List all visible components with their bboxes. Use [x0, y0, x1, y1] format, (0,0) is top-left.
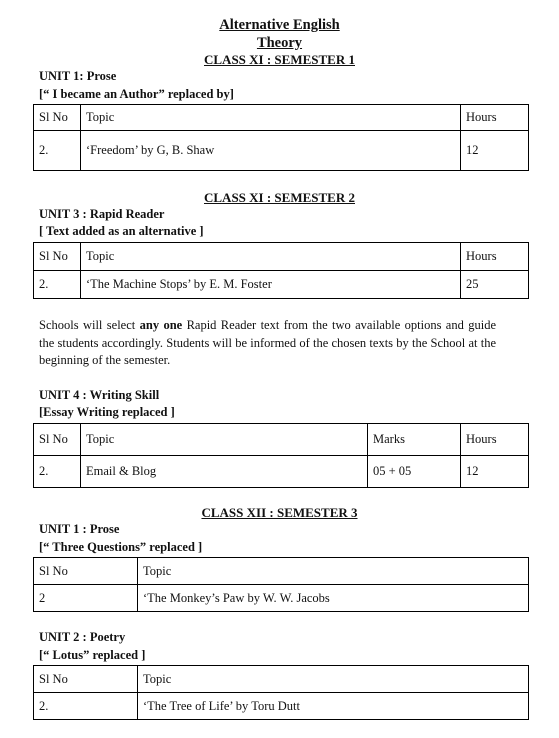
header-slno: Sl No [34, 558, 138, 585]
cell-slno: 2. [34, 131, 81, 171]
cell-topic: ‘Freedom’ by G, B. Shaw [81, 131, 461, 171]
sem3-unit2-note: [“ Lotus” replaced ] [39, 648, 146, 662]
header-topic: Topic [81, 243, 461, 271]
semester-3-heading: CLASS XII : SEMESTER 3 [201, 505, 358, 520]
note-text-after: Rapid Reader text from the two available options and guide the students accordingly. Students will be informed of the chosen texts by the School at the beginning of the semester. [39, 318, 496, 367]
header-hours: Hours [461, 424, 529, 456]
table-header-row [34, 105, 529, 131]
table-row [34, 585, 529, 612]
sem2-topic-table [33, 242, 529, 299]
table-header-row [34, 243, 529, 271]
header-hours: Hours [461, 105, 529, 131]
cell-topic: ‘The Monkey’s Paw by W. W. Jacobs [138, 585, 529, 612]
sem1-unit-note: [“ I became an Author” replaced by] [39, 87, 234, 101]
sem1-unit-label: UNIT 1: Prose [39, 69, 117, 83]
table-row [34, 693, 529, 720]
header-slno: Sl No [34, 105, 81, 131]
cell-marks: 05 + 05 [368, 456, 461, 488]
header-hours: Hours [461, 243, 529, 271]
sem3-unit1-note: [“ Three Questions” replaced ] [39, 540, 203, 554]
header-slno: Sl No [34, 424, 81, 456]
cell-hours: 12 [461, 131, 529, 171]
header-slno: Sl No [34, 666, 138, 693]
table-row [34, 271, 529, 299]
cell-topic: ‘The Tree of Life’ by Toru Dutt [138, 693, 529, 720]
semester-1-heading: CLASS XI : SEMESTER 1 [204, 52, 355, 67]
document-title: Alternative English [219, 17, 340, 33]
note-text-bold: any one [139, 318, 183, 332]
note-text-before: Schools will select [39, 318, 140, 332]
table-header-row [34, 558, 529, 585]
sem3-unit2-label: UNIT 2 : Poetry [39, 630, 126, 644]
semester-2-heading: CLASS XI : SEMESTER 2 [204, 190, 355, 205]
header-topic: Topic [138, 666, 529, 693]
document-subtitle: Theory [256, 35, 303, 51]
header-topic: Topic [138, 558, 529, 585]
cell-hours: 25 [461, 271, 529, 299]
cell-hours: 12 [461, 456, 529, 488]
sem1-topic-table [33, 104, 529, 171]
table-row [34, 131, 529, 171]
cell-slno: 2. [34, 271, 81, 299]
sem2-unit-note: [ Text added as an alternative ] [39, 224, 204, 238]
cell-slno: 2. [34, 456, 81, 488]
sem3-prose-table [33, 557, 529, 612]
rapid-reader-note [39, 317, 496, 370]
sem2-unit-label: UNIT 3 : Rapid Reader [39, 207, 165, 221]
sem2-unit4-label: UNIT 4 : Writing Skill [39, 388, 160, 402]
sem3-poetry-table [33, 665, 529, 720]
cell-slno: 2 [34, 585, 138, 612]
header-topic: Topic [81, 424, 368, 456]
cell-topic: Email & Blog [81, 456, 368, 488]
table-header-row [34, 666, 529, 693]
sem2-writing-table [33, 423, 529, 488]
header-marks: Marks [368, 424, 461, 456]
table-row [34, 456, 529, 488]
sem2-unit4-note: [Essay Writing replaced ] [39, 405, 175, 419]
table-header-row [34, 424, 529, 456]
header-slno: Sl No [34, 243, 81, 271]
header-topic: Topic [81, 105, 461, 131]
cell-slno: 2. [34, 693, 138, 720]
cell-topic: ‘The Machine Stops’ by E. M. Foster [81, 271, 461, 299]
sem3-unit1-label: UNIT 1 : Prose [39, 522, 120, 536]
